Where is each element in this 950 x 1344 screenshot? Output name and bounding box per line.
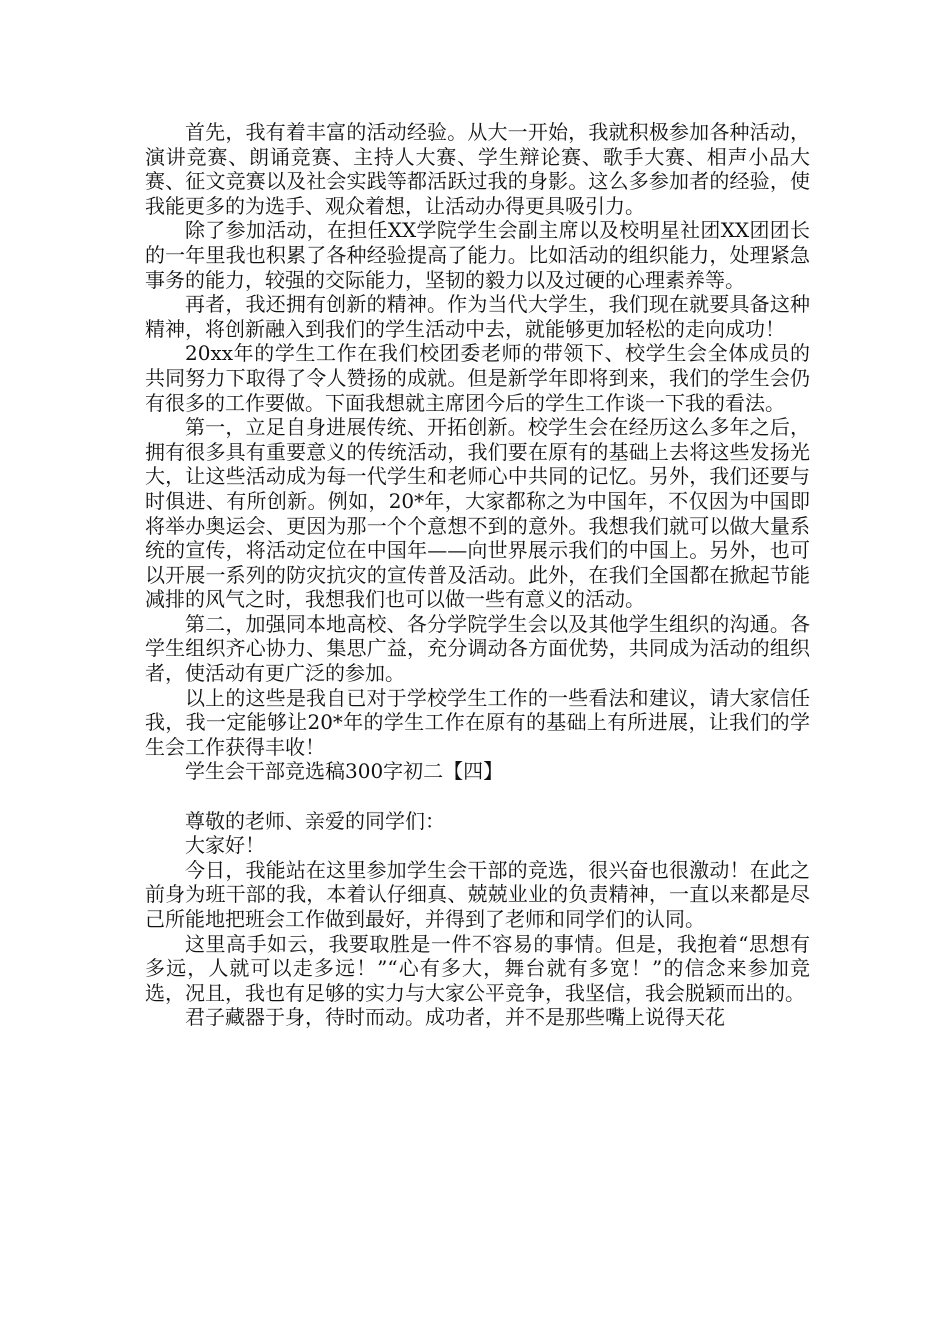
paragraph-student-union-role: 除了参加活动，在担任XX学院学生会副主席以及校明星社团XX团团长的一年里我也积累了各种经验提高了能力。比如活动的组织能力，处理紧急事务的能力，较强的交际能力，坚韧的毅力以及过硬的心理素养等。 bbox=[145, 218, 810, 292]
paragraph-point-two: 第二，加强同本地高校、各分学院学生会以及其他学生组织的沟通。各学生组织齐心协力、集思广益，充分调动各方面优势，共同成为活动的组织者，使活动有更广泛的参加。 bbox=[145, 611, 810, 686]
paragraph-activity-experience: 首先，我有着丰富的活动经验。从大一开始，我就积极参加各种活动，演讲竞赛、朗诵竞赛、主持人大赛、学生辩论赛、歌手大赛、相声小品大赛、征文竞赛以及社会实践等都活跃过我的身影。这么多参加者的经验，使我能更多的为选手、观众着想，让活动办得更具吸引力。 bbox=[145, 120, 810, 218]
document-body bbox=[145, 120, 810, 1030]
paragraph-competition: 这里高手如云，我要取胜是一件不容易的事情。但是，我抱着“思想有多远，人就可以走多远！”“心有多大，舞台就有多宽！”的信念来参加竞选，况且，我也有足够的实力与大家公平竞争，我坚信，我会脱颖而出的。 bbox=[145, 931, 810, 1005]
greeting: 大家好！ bbox=[185, 833, 265, 858]
paragraph-year-review: 20xx年的学生工作在我们校团委老师的带领下、校学生会全体成员的共同努力下取得了令人赞扬的成就。但是新学年即将到来，我们的学生会仍有很多的工作要做。下面我想就主席团今后的学生工作谈一下我的看法。 bbox=[145, 341, 810, 415]
paragraph-today: 今日，我能站在这里参加学生会干部的竞选，很兴奋也很激动！在此之前身为班干部的我，本着认仔细真、兢兢业业的负责精神，一直以来都是尽己所能地把班会工作做到最好，并得到了老师和同学们的认同。 bbox=[145, 857, 810, 931]
salutation: 尊敬的老师、亲爱的同学们： bbox=[185, 808, 445, 833]
paragraph-gentleman: 君子藏器于身，待时而动。成功者，并不是那些嘴上说得天花 bbox=[185, 1005, 725, 1030]
paragraph-innovation: 再者，我还拥有创新的精神。作为当代大学生，我们现在就要具备这种精神，将创新融入到我们的学生活动中去，就能够更加轻松的走向成功！ bbox=[145, 292, 810, 341]
paragraph-conclusion: 以上的这些是我自已对于学校学生工作的一些看法和建议，请大家信任我，我一定能够让20*年的学生工作在原有的基础上有所进展，让我们的学生会工作获得丰收！ bbox=[145, 685, 810, 759]
paragraph-point-one: 第一，立足自身进展传统、开拓创新。校学生会在经历这么多年之后，拥有很多具有重要意义的传统活动，我们要在原有的基础上去将这些发扬光大，让这些活动成为每一代学生和老师心中共同的记忆。另外，我们还要与时俱进、有所创新。例如，20*年，大家都称之为中国年，不仅因为中国即将举办奥运会、更因为那一个个意想不到的意外。我想我们就可以做大量系统的宣传，将活动定位在中国年——向世界展示我们的中国上。另外，也可以开展一系列的防灾抗灾的宣传普及活动。此外，在我们全国都在掀起节能减排的风气之时，我想我们也可以做一些有意义的活动。 bbox=[145, 415, 810, 612]
section-heading: 学生会干部竞选稿300字初二【四】 bbox=[185, 759, 504, 784]
